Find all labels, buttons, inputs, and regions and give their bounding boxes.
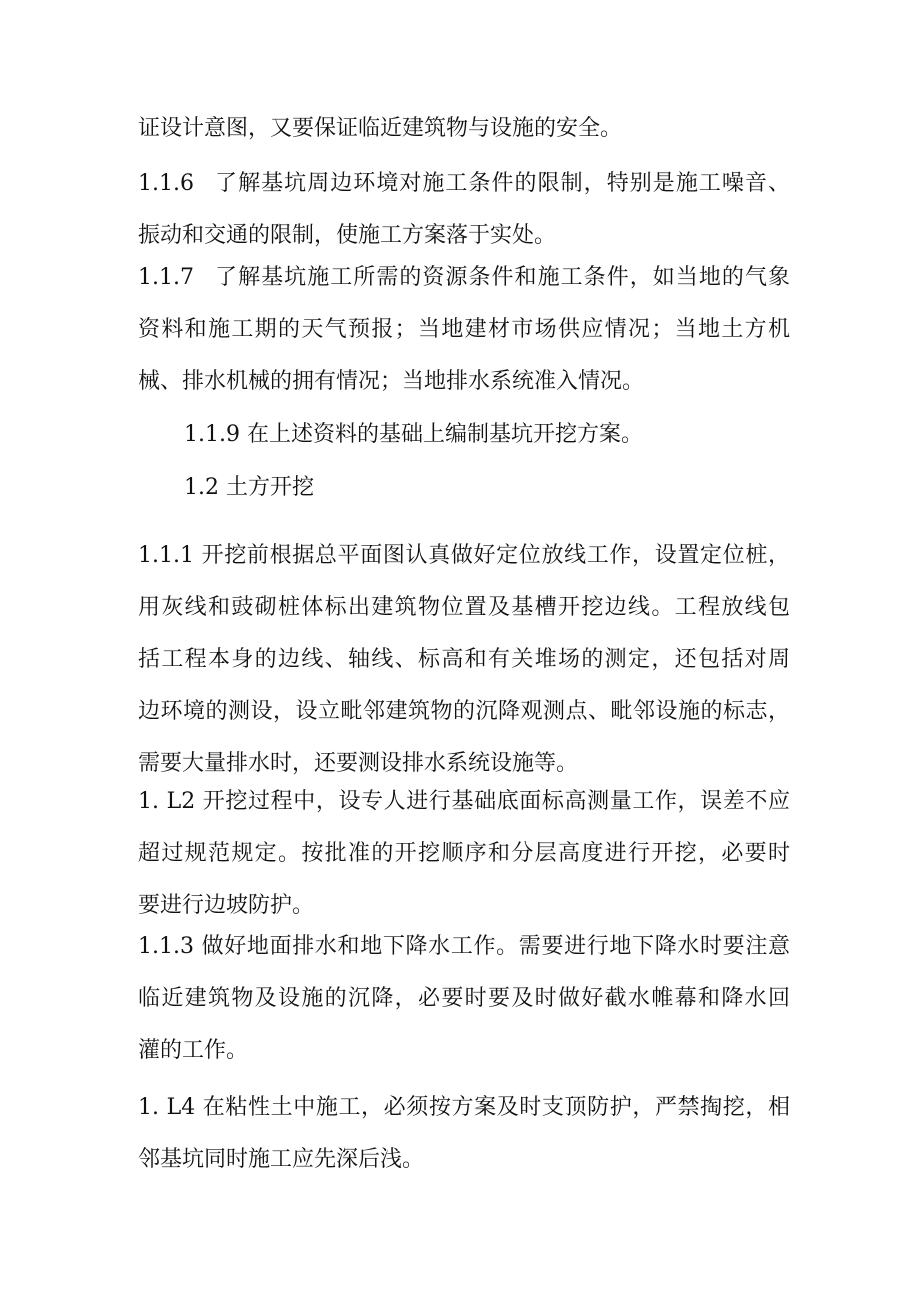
text-line: 邻基坑同时施工应先深后浅。 (138, 1147, 425, 1172)
paragraph-1-l2 (138, 776, 790, 932)
text-line: 1. L4 在粘性土中施工，必须按方案及时支顶防护，严禁掏挖，相 (138, 1095, 790, 1120)
paragraph-1-1-6 (138, 158, 790, 262)
text-line: 括工程本身的边线、轴线、标高和有关堆场的测定，还包括对周 (138, 647, 790, 672)
text-line: 1.2 土方开挖 (184, 475, 314, 500)
text-line (138, 252, 790, 304)
text-line: 要进行边坡防护。 (138, 893, 315, 918)
text-line: 临近建筑物及设施的沉降，必要时要及时做好截水帷幕和降水回 (138, 986, 790, 1011)
text-line: 用灰线和豉砌桩体标出建筑物位置及基槽开挖边线。工程放线包 (138, 595, 790, 620)
text-line: 1.1.9 在上述资料的基础上编制基坑开挖方案。 (184, 422, 643, 447)
text-line: 械、排水机械的拥有情况；当地排水系统准入情况。 (138, 369, 645, 394)
text-line: 振动和交通的限制，使施工方案落于实处。 (138, 223, 557, 248)
text-line-content: 了解基坑周边环境对施工条件的限制，特别是施工噪音、 (214, 171, 790, 196)
text-line: 超过规范规定。按批准的开挖顺序和分层高度进行开挖，必要时 (138, 841, 790, 866)
text-line: 需要大量排水时，还要测设排水系统设施等。 (138, 751, 579, 776)
text-line-content: 了解基坑施工所需的资源条件和施工条件，如当地的气象 (214, 265, 790, 290)
paragraph-1-1-3 (138, 921, 790, 1077)
paragraph-1-1-7 (138, 252, 790, 408)
text-line: 1. L2 开挖过程中，设专人进行基础底面标高测量工作，误差不应 (138, 789, 790, 814)
paragraph-1-1-1 (138, 530, 790, 790)
text-line: 资料和施工期的天气预报；当地建材市场供应情况；当地土方机 (138, 317, 790, 342)
section-number: 1.1.7 (138, 265, 194, 290)
paragraph-continuation (138, 103, 790, 155)
text-line: 边环境的测设，设立毗邻建筑物的沉降观测点、毗邻设施的标志， (138, 699, 790, 724)
text-line: 1.1.1 开挖前根据总平面图认真做好定位放线工作，设置定位桩， (138, 543, 790, 568)
text-line: 灌的工作。 (138, 1038, 249, 1063)
paragraph-1-l4 (138, 1082, 790, 1186)
section-heading-1-2 (184, 462, 790, 514)
section-number: 1.1.6 (138, 171, 194, 196)
paragraph-1-1-9 (184, 409, 790, 461)
text-line: 证设计意图，又要保证临近建筑物与设施的安全。 (138, 116, 623, 141)
text-line (138, 158, 790, 210)
text-line: 1.1.3 做好地面排水和地下降水工作。需要进行地下降水时要注意 (138, 934, 790, 959)
